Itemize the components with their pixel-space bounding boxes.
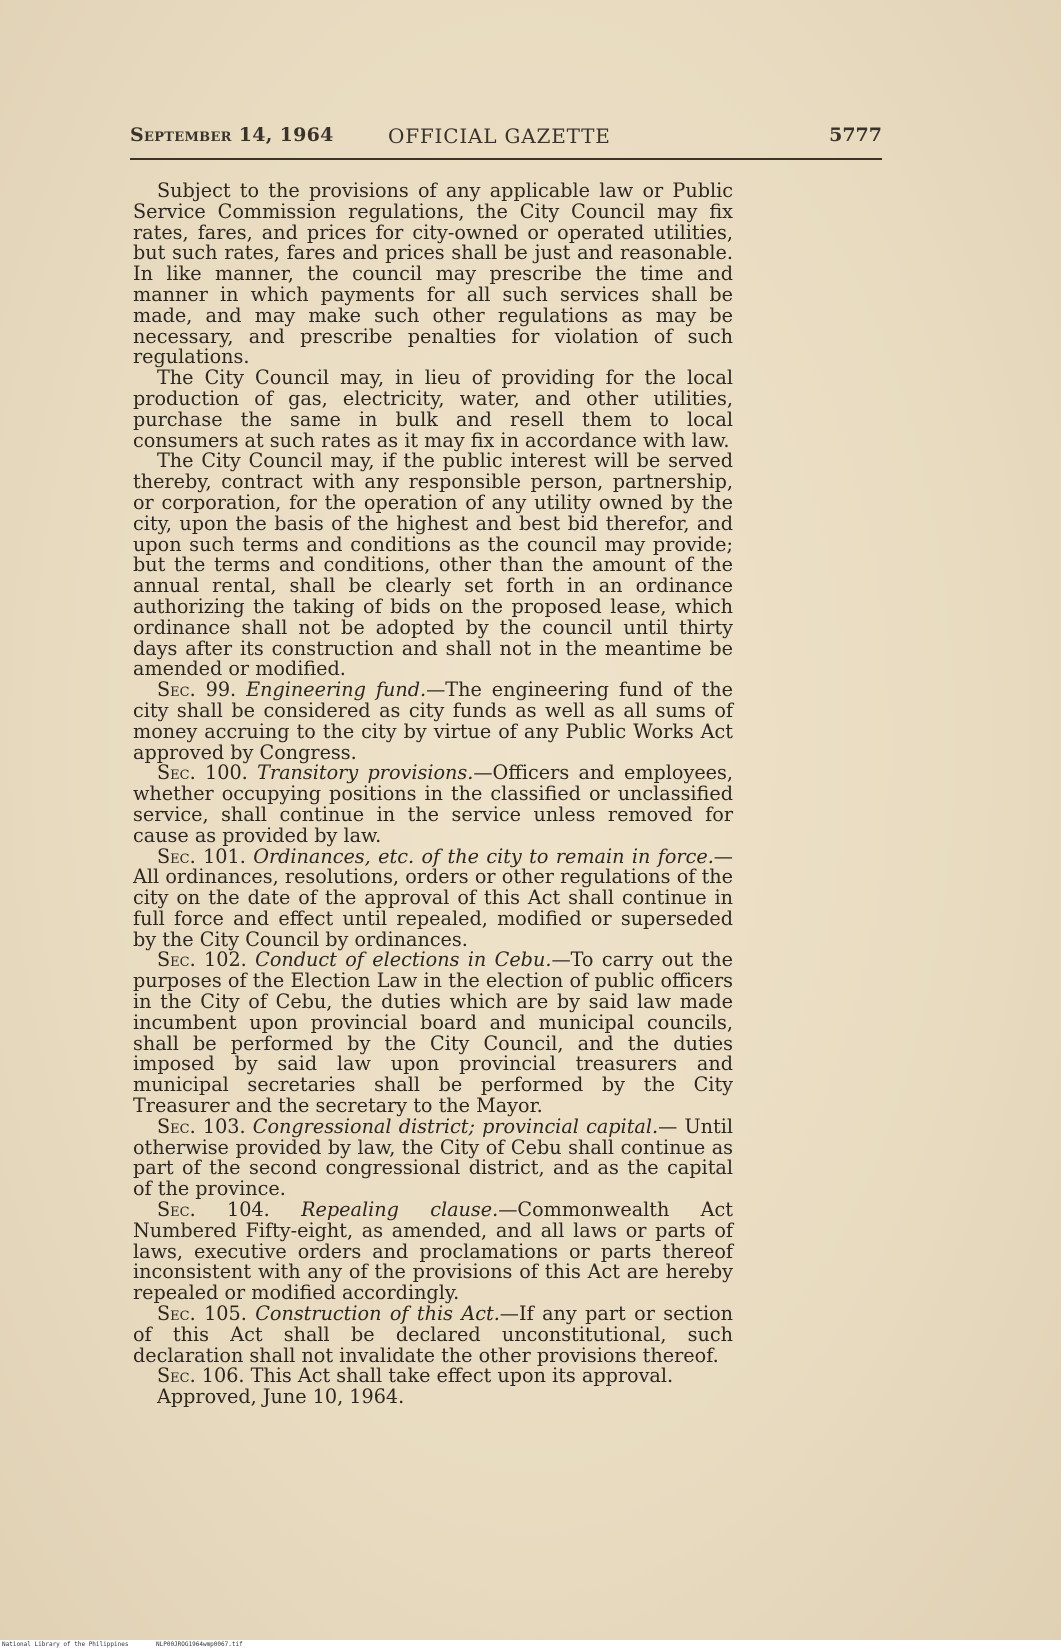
section-103 bbox=[133, 1114, 733, 1201]
publication-title: OFFICIAL GAZETTE bbox=[388, 124, 611, 148]
section-text: —Officers and employees, whether occupying positions in the classified or unclassified service, shall continue in the service unless removed for cause as provided by law. bbox=[133, 761, 733, 847]
section-100 bbox=[133, 763, 733, 846]
approval-text: Approved, June 10, 1964. bbox=[157, 1385, 405, 1409]
approval-line bbox=[133, 1387, 733, 1408]
header-date: September 14, 1964 bbox=[130, 124, 334, 146]
section-number: Sec. 102. bbox=[157, 948, 247, 972]
section-heading: Congressional district; provincial capital. bbox=[252, 1114, 659, 1138]
section-number: Sec. 103. bbox=[157, 1114, 246, 1138]
section-number: Sec. 105. bbox=[157, 1302, 247, 1326]
paragraph-text: The City Council may, in lieu of providing for the local production of gas, electricity, water, and other utilities, purchase the same in bulk and resell them to local consumers at such rates as it may fix in accordance with law. bbox=[133, 366, 733, 452]
section-text: —To carry out the purposes of the Election Law in the election of public officers in the City of Cebu, the duties which are by said law made incumbent upon provincial board and municipal councils, shall be performed by the City Council, and the duties imposed by said law upon provincial treasurers and municipal secretaries shall be performed by the City Treasurer and the secretary to the Mayor. bbox=[133, 948, 733, 1118]
scan-filename: NLP00JROG1964wmp0067.tif bbox=[156, 1641, 243, 1648]
section-99 bbox=[133, 680, 733, 763]
section-heading: Engineering fund. bbox=[246, 678, 427, 702]
section-number: Sec. 100. bbox=[157, 761, 248, 785]
section-105 bbox=[133, 1304, 733, 1366]
page-number: 5777 bbox=[829, 124, 882, 146]
paragraph-text: The City Council may, if the public interest will be served thereby, contract with any responsible person, partnership, or corporation, for the operation of any utility owned by the city, upon the basis of the highest and best bid therefor, and upon such terms and conditions as the council may provide; but the terms and conditions, other than the amount of the annual rental, shall be clearly set forth in an ordinance authorizing the taking of bids on the proposed lease, which ordinance shall not be adopted by the council until thirty days after its construction and shall not in the meantime be amended or modified. bbox=[133, 449, 733, 681]
library-credit: National Library of the Philippines bbox=[2, 1641, 129, 1648]
section-heading: Conduct of elections in Cebu. bbox=[255, 948, 552, 972]
section-number: Sec. 104. bbox=[157, 1198, 270, 1222]
section-heading: Repealing clause. bbox=[301, 1198, 499, 1222]
section-text: This Act shall take effect upon its approval. bbox=[250, 1364, 674, 1388]
section-heading: Transitory provisions. bbox=[257, 761, 474, 785]
section-number: Sec. 101. bbox=[157, 844, 246, 868]
section-104 bbox=[133, 1200, 733, 1304]
body-text bbox=[133, 181, 733, 1408]
section-heading: Ordinances, etc. of the city to remain in force. bbox=[253, 844, 714, 868]
section-106 bbox=[133, 1366, 733, 1387]
section-101 bbox=[133, 844, 733, 951]
header-rule bbox=[130, 158, 882, 160]
scan-footer bbox=[0, 1640, 1061, 1650]
section-text: — Until otherwise provided by law, the City of Cebu shall continue as part of the second congressional district, and as the capital of the province. bbox=[133, 1114, 733, 1201]
running-header bbox=[130, 122, 882, 152]
section-text: — All ordinances, resolutions, orders or other regulations of the city on the date of the approval of this Act shall continue in full force and effect until repealed, modified or superseded by the City Council by ordinances. bbox=[133, 844, 733, 951]
section-text: —If any part or section of this Act shall be declared unconstitutional, such declaration shall not invalidate the other provisions thereof. bbox=[133, 1302, 733, 1367]
section-102 bbox=[133, 950, 733, 1116]
section-number: Sec. 106. bbox=[157, 1364, 245, 1388]
paragraph bbox=[133, 368, 733, 451]
section-number: Sec. 99. bbox=[157, 678, 237, 702]
section-heading: Construction of this Act. bbox=[255, 1302, 500, 1326]
paragraph-text: Subject to the provisions of any applicable law or Public Service Commission regulations, the City Council may fix rates, fares, and prices for city-owned or operated utilities, but such rates, fares and prices shall be just and reasonable. In like manner, the council may prescribe the time and manner in which payments for all such services shall be made, and may make such other regulations as may be necessary, and prescribe penalties for violation of such regulations. bbox=[133, 179, 733, 369]
section-text: —The engineering fund of the city shall be considered as city funds as well as all sums of money accruing to the city by virtue of any Public Works Act approved by Congress. bbox=[133, 678, 733, 764]
paragraph bbox=[133, 181, 733, 368]
paragraph bbox=[133, 451, 733, 680]
section-text: —Commonwealth Act Numbered Fifty-eight, as amended, and all laws or parts of laws, executive orders and proclamations or parts thereof inconsistent with any of the provisions of this Act are hereby repealed or modified accordingly. bbox=[133, 1198, 733, 1305]
